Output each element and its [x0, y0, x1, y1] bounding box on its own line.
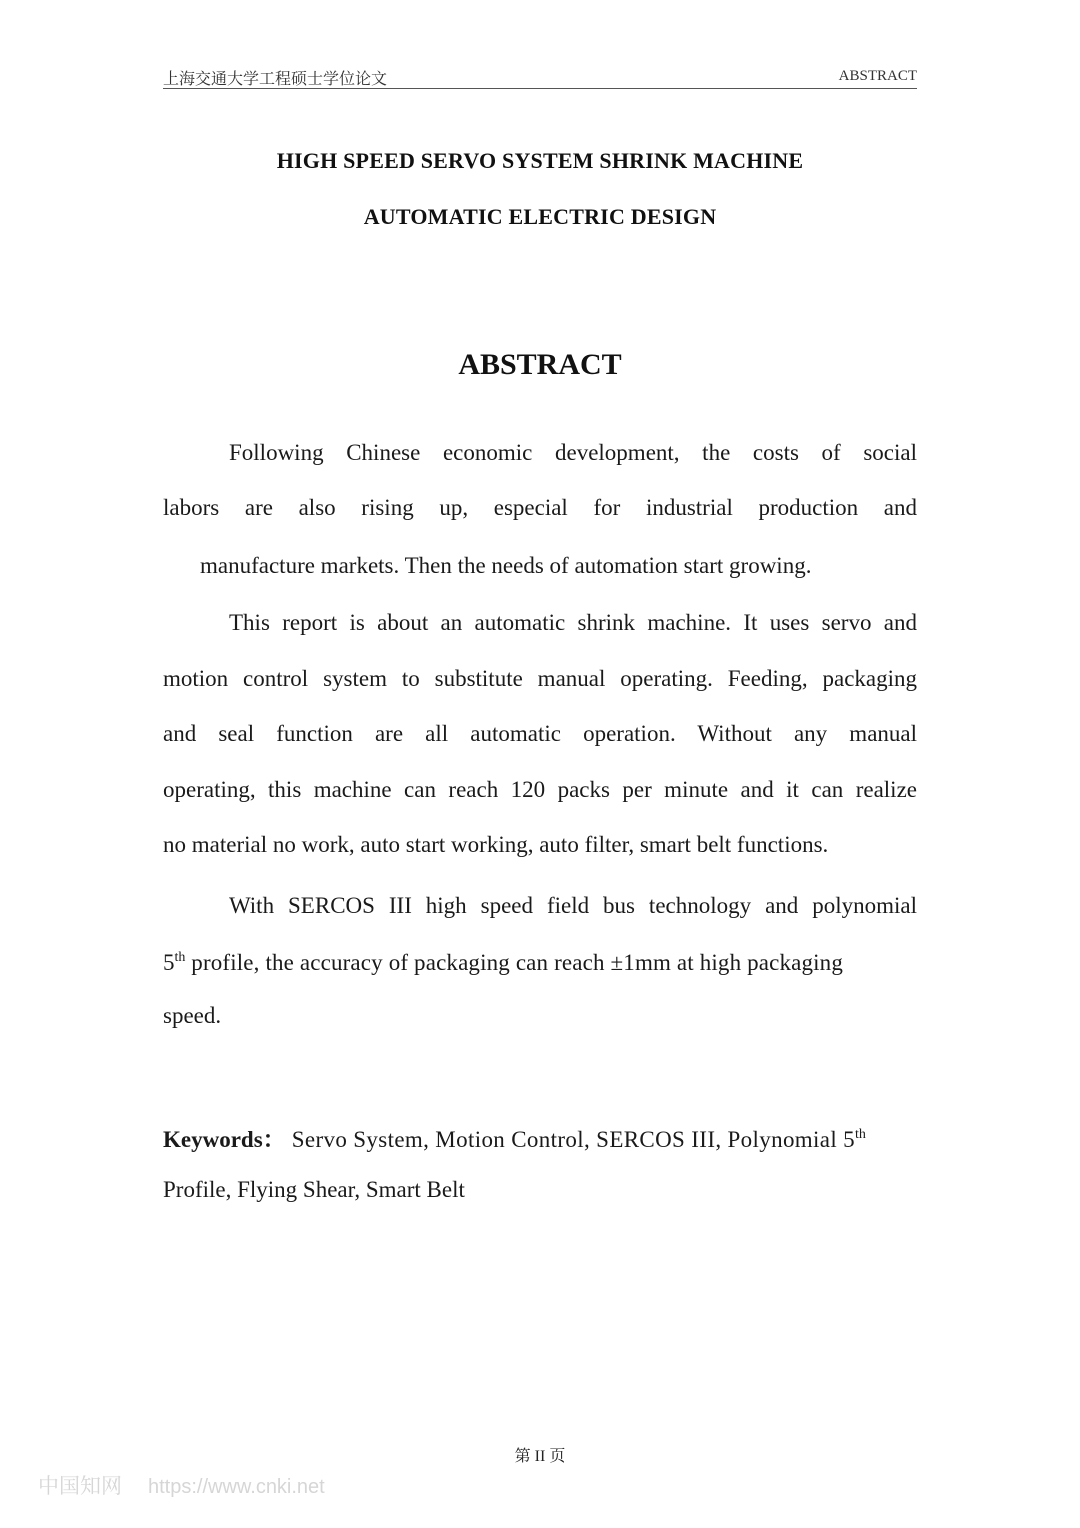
watermark-brand: 中国知网: [38, 1475, 122, 1498]
exponent-base: 5: [163, 950, 175, 975]
keywords-ordinal-suffix: th: [855, 1127, 866, 1142]
header-thesis-label: 上海交通大学工程硕士学位论文: [163, 71, 388, 88]
page-number: 第 II 页: [514, 1448, 566, 1465]
paragraph-2-line-5: no material no work, auto start working, auto filter, smart belt functions.: [163, 832, 829, 857]
paragraph-2-line-2: motion control system to substitute manual operating. Feeding, packaging: [163, 666, 917, 691]
cnki-watermark: [38, 1470, 325, 1500]
keywords-list-part-1: Servo System, Motion Control, SERCOS III, Polynomial 5: [285, 1127, 856, 1152]
paragraph-2-line-1: This report is about an automatic shrink machine. It uses servo and: [229, 610, 917, 635]
keywords-label: Keywords：: [163, 1127, 286, 1152]
abstract-heading: ABSTRACT: [458, 348, 622, 381]
watermark-url: https://www.cnki.net: [148, 1476, 325, 1498]
header-section-label: ABSTRACT: [838, 68, 917, 84]
thesis-title-line-1: HIGH SPEED SERVO SYSTEM SHRINK MACHINE: [276, 148, 804, 173]
paragraph-1-line-2: labors are also rising up, especial for industrial production and: [163, 495, 917, 520]
paragraph-3-line-3: speed.: [163, 1003, 222, 1028]
keywords-line-2: Profile, Flying Shear, Smart Belt: [163, 1177, 465, 1202]
thesis-title-line-2: AUTOMATIC ELECTRIC DESIGN: [363, 204, 717, 229]
paragraph-1-line-1: Following Chinese economic development, the costs of social: [229, 440, 917, 465]
paragraph-3-line-2: [163, 950, 917, 976]
paragraph-3-line-2-text: profile, the accuracy of packaging can reach ±1mm at high packaging: [185, 950, 843, 975]
ordinal-suffix: th: [174, 950, 186, 965]
paragraph-2-line-3: and seal function are all automatic operation. Without any manual: [163, 721, 917, 746]
paragraph-3-line-1: With SERCOS III high speed field bus technology and polynomial: [229, 893, 917, 918]
paragraph-2-line-4: operating, this machine can reach 120 packs per minute and it can realize: [163, 777, 917, 802]
keywords-line-1: [163, 1121, 917, 1154]
paragraph-1-line-3: manufacture markets. Then the needs of automation start growing.: [200, 553, 812, 578]
header-divider: [163, 88, 917, 89]
